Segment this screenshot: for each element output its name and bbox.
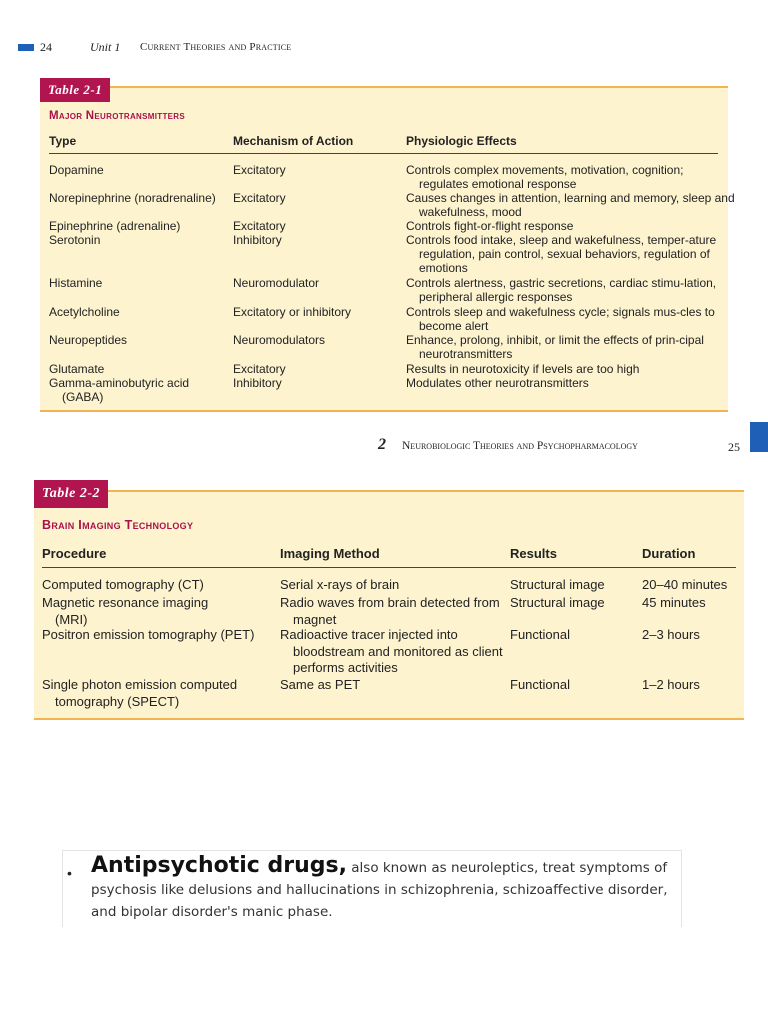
table-cell: Inhibitory — [233, 233, 282, 247]
bullet-strong-term: Antipsychotic drugs, — [91, 853, 347, 878]
unit-label: Unit 1 — [90, 40, 121, 54]
table-cell: Excitatory — [233, 219, 286, 233]
table-cell: Excitatory — [233, 191, 286, 205]
table-cell: Controls food intake, sleep and wakefulness, temper-ature regulation, pain control, sexual behaviors, regulation of emotions — [406, 233, 717, 275]
table-cell: Controls fight-or-flight response — [406, 219, 574, 233]
table-cell: Enhance, prolong, inhibit, or limit the effects of prin-cipal neurotransmitters — [406, 333, 704, 361]
table-cell: 20–40 minutes — [642, 577, 728, 592]
table-cell: Neuromodulator — [233, 276, 320, 290]
table-cell: Serotonin — [49, 233, 101, 247]
table-cell: Single photon emission computed tomography (SPECT) — [42, 677, 238, 709]
table-cell: Norepinephrine (noradrenaline) — [49, 191, 216, 205]
table-cell: Excitatory — [233, 362, 286, 376]
table-cell: Epinephrine (adrenaline) — [49, 219, 181, 233]
table-cell: Structural image — [510, 595, 605, 610]
table-cell: Acetylcholine — [49, 305, 120, 319]
table-cell: Positron emission tomography (PET) — [42, 627, 255, 642]
table-cell: Structural image — [510, 577, 605, 592]
bullet-text — [91, 855, 671, 923]
table-cell: Functional — [510, 677, 570, 692]
page-edge-marker — [750, 422, 768, 452]
table-tag: Table 2-2 — [34, 480, 108, 508]
table-cell: 1–2 hours — [642, 677, 700, 692]
table-title: Major Neurotransmitters — [49, 110, 185, 122]
bullet-note — [62, 850, 682, 927]
table-cell: Inhibitory — [233, 376, 282, 390]
chapter-number: 2 — [378, 436, 386, 453]
table-cell: Dopamine — [49, 163, 104, 177]
column-header-procedure: Procedure — [42, 546, 107, 561]
table-tag: Table 2-1 — [40, 78, 110, 102]
column-header-results: Results — [510, 546, 557, 561]
table-cell: 2–3 hours — [642, 627, 700, 642]
table-cell: Computed tomography (CT) — [42, 577, 204, 592]
column-header-effects: Physiologic Effects — [406, 134, 517, 148]
header-rule — [42, 567, 736, 568]
table-cell: Same as PET — [280, 677, 361, 692]
page-header-right — [370, 438, 768, 458]
table-cell: Controls sleep and wakefulness cycle; signals mus-cles to become alert — [406, 305, 715, 333]
table-cell: Neuropeptides — [49, 333, 128, 347]
table-cell: Radioactive tracer injected into bloodstream and monitored as client performs activities — [280, 627, 503, 675]
page-number: 24 — [40, 40, 52, 54]
chapter-title: Neurobiologic Theories and Psychopharmacology — [402, 440, 638, 452]
table-cell: Glutamate — [49, 362, 105, 376]
table-cell: Excitatory — [233, 163, 286, 177]
table-cell: Controls complex movements, motivation, cognition; regulates emotional response — [406, 163, 684, 191]
bullet-body: also known as neuroleptics, treat symptoms of psychosis like delusions and hallucinations in schizophrenia, schizoaffective disorder, and bipolar disorder's manic phase. — [91, 860, 668, 920]
table-cell: Gamma-aminobutyric acid (GABA) — [49, 376, 190, 404]
bullet-point: • — [67, 865, 72, 881]
table-cell: Controls alertness, gastric secretions, cardiac stimu-lation, peripheral allergic responses — [406, 276, 717, 304]
table-title: Brain Imaging Technology — [42, 518, 194, 532]
column-header-imaging-method: Imaging Method — [280, 546, 380, 561]
table-cell: Histamine — [49, 276, 103, 290]
table-major-neurotransmitters — [40, 82, 735, 412]
table-cell: Magnetic resonance imaging (MRI) — [42, 595, 209, 627]
header-rule — [49, 153, 718, 154]
table-cell: Functional — [510, 627, 570, 642]
table-cell: Radio waves from brain detected from magnet — [280, 595, 500, 627]
column-header-mechanism: Mechanism of Action — [233, 134, 354, 148]
table-cell: Causes changes in attention, learning and memory, sleep and wakefulness, mood — [406, 191, 735, 219]
column-header-duration: Duration — [642, 546, 696, 561]
unit-title: Current Theories and Practice — [140, 41, 292, 53]
page-header-left — [0, 38, 400, 58]
page-marker — [18, 44, 34, 51]
table-cell: Results in neurotoxicity if levels are too high — [406, 362, 640, 376]
table-cell: Excitatory or inhibitory — [233, 305, 352, 319]
table-cell: Neuromodulators — [233, 333, 326, 347]
table-cell: 45 minutes — [642, 595, 706, 610]
table-cell: Serial x-rays of brain — [280, 577, 400, 592]
table-cell: Modulates other neurotransmitters — [406, 376, 589, 390]
column-header-type: Type — [49, 134, 77, 148]
page-number: 25 — [728, 440, 740, 454]
table-brain-imaging-technology — [34, 486, 744, 720]
